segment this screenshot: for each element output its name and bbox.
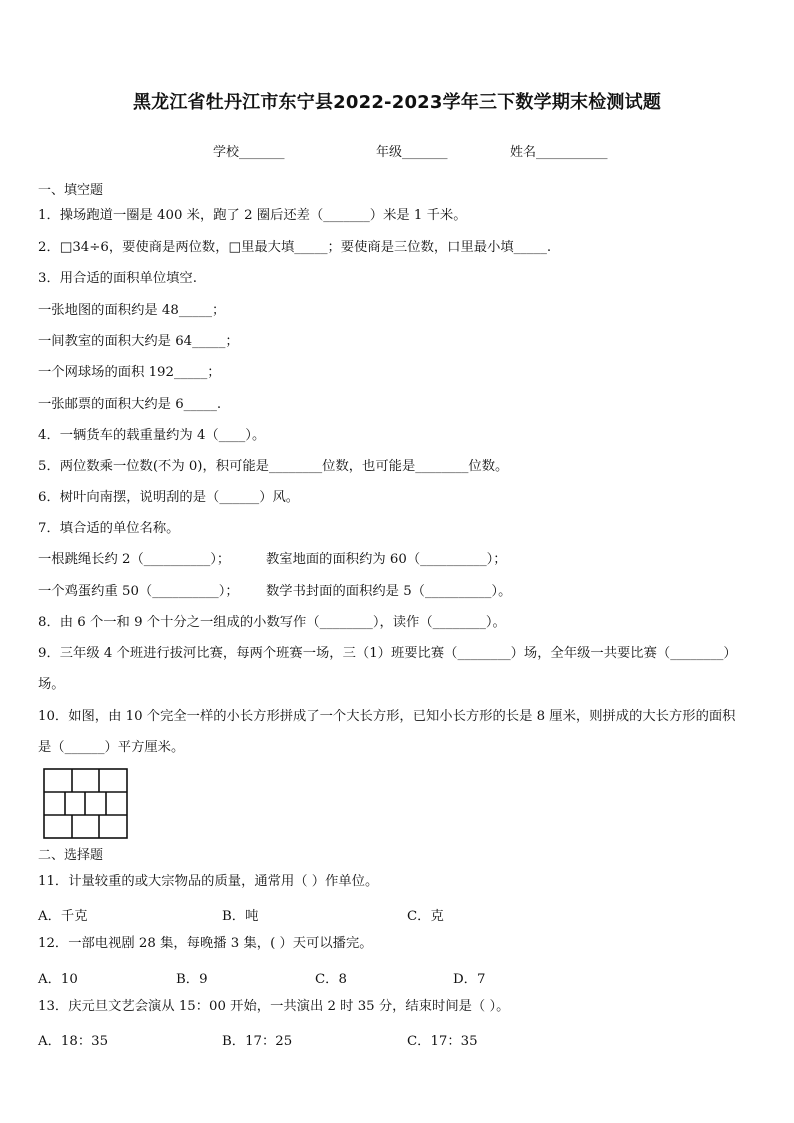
q13-option-c: C．17：35 [407,1034,478,1049]
question-5: 5．两位数乘一位数(不为 0)，积可能是________位数，也可能是________位数。 [38,459,509,474]
question-7c: 一个鸡蛋约重 50（__________）； [38,584,239,599]
question-11: 11．计量较重的或大宗物品的质量，通常用（ ）作单位。 [38,874,379,889]
question-3b: 一间教室的面积大约是 64_____； [38,334,239,349]
question-3c: 一个网球场的面积 192_____； [38,365,221,380]
school-field: 学校_______ [213,145,285,160]
q11-option-b: B．吨 [222,909,259,924]
section-heading-choice: 二、选择题 [38,848,104,863]
question-12: 12．一部电视剧 28 集，每晚播 3 集，( ）天可以播完。 [38,936,373,951]
q13-option-a: A．18：35 [38,1034,109,1049]
q11-option-a: A．千克 [38,909,88,924]
question-13: 13．庆元旦文艺会演从 15：00 开始，一共演出 2 时 35 分，结束时间是（ ）。 [38,999,510,1014]
question-7b: 教室地面的面积约为 60（__________）； [266,552,507,567]
question-7d: 数学书封面的面积约是 5（__________）。 [266,584,512,599]
question-7: 7．填合适的单位名称。 [38,521,180,536]
page-title: 黑龙江省牡丹江市东宁县2022-2023学年三下数学期末检测试题 [132,92,662,113]
question-2: 2．□34÷6，要使商是两位数，□里最大填_____；要使商是三位数，口里最小填_____. [38,240,552,255]
q13-option-b: B．17：25 [222,1034,293,1049]
q11-option-c: C．克 [407,909,444,924]
question-3d: 一张邮票的面积大约是 6_____. [38,397,222,412]
q12-option-c: C．8 [315,972,347,987]
question-6: 6．树叶向南摆，说明刮的是（______）风。 [38,490,300,505]
q12-option-a: A．10 [38,972,78,987]
question-3: 3．用合适的面积单位填空. [38,271,197,286]
name-field: 姓名___________ [510,145,608,160]
question-1: 1．操场跑道一圈是 400 米，跑了 2 圈后还差（_______）米是 1 千米。 [38,208,467,223]
question-9-cont: 场。 [38,677,65,692]
question-8: 8．由 6 个一和 9 个十分之一组成的小数写作（________），读作（________）。 [38,615,506,630]
section-heading-fill: 一、填空题 [38,183,104,198]
q12-option-d: D．7 [453,972,486,987]
question-4: 4．一辆货车的载重量约为 4（____）。 [38,428,266,443]
question-7a: 一根跳绳长约 2（__________）； [38,552,231,567]
question-10-cont: 是（______）平方厘米。 [38,740,185,755]
rectangle-figure [43,768,129,840]
q12-option-b: B．9 [176,972,208,987]
question-9: 9．三年级 4 个班进行拔河比赛，每两个班赛一场，三（1）班要比赛（________）场，全年级一共要比赛（________） [38,646,737,661]
grade-field: 年级_______ [376,145,448,160]
question-3a: 一张地图的面积约是 48_____； [38,303,226,318]
question-10: 10．如图，由 10 个完全一样的小长方形拼成了一个大长方形，已知小长方形的长是 8 厘米，则拼成的大长方形的面积 [38,709,736,724]
